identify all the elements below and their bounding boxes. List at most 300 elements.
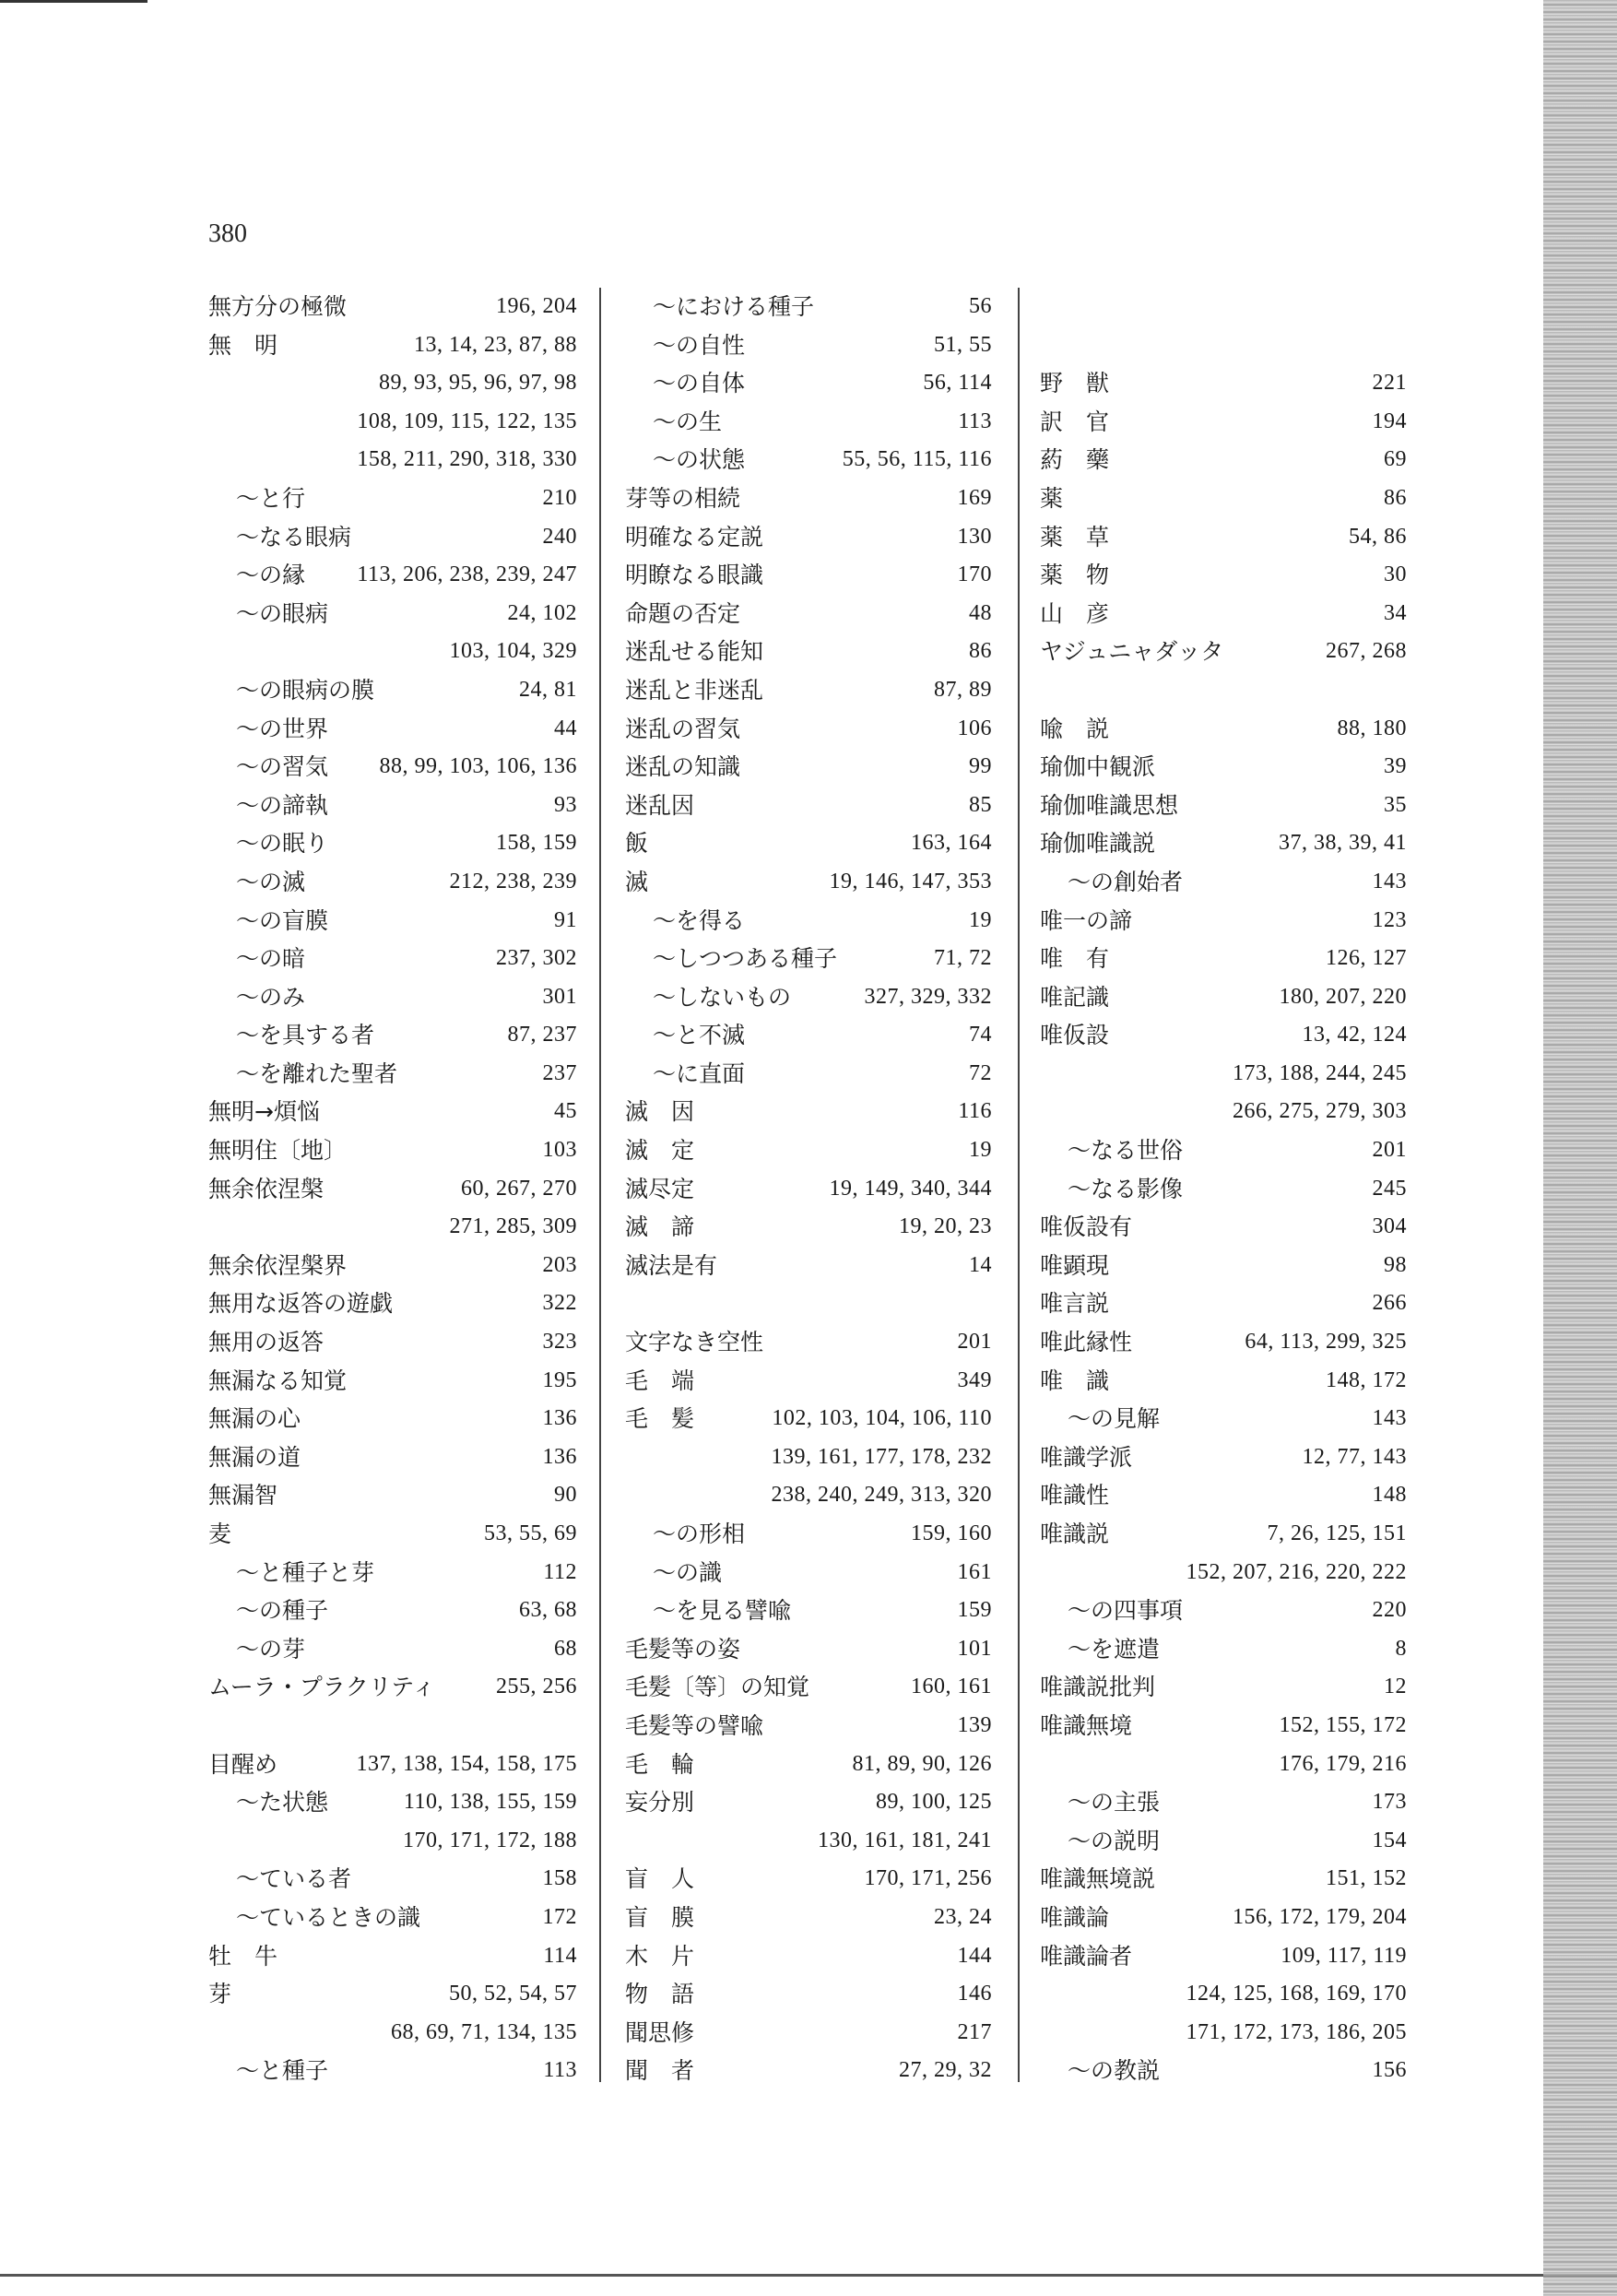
index-entry: [625, 633, 992, 671]
index-term: 無漏の心: [208, 1405, 301, 1433]
index-pages: 114: [543, 1943, 577, 1968]
index-entry: [1040, 1093, 1407, 1131]
index-pages: 301: [542, 984, 577, 1009]
index-entry: [1040, 1438, 1407, 1477]
index-pages: 113: [543, 2058, 577, 2083]
index-entry: [208, 748, 577, 787]
index-entry: [1040, 288, 1407, 326]
index-entry: [1040, 1630, 1407, 1669]
index-term: 唯識性: [1040, 1482, 1110, 1509]
index-term: 〜の説明: [1068, 1827, 1161, 1854]
index-entry: [625, 364, 992, 403]
index-pages: 266: [1372, 1291, 1407, 1316]
index-pages: 158, 211, 290, 318, 330: [357, 447, 577, 472]
index-entry: [208, 1476, 577, 1515]
index-term: 〜しないもの: [653, 983, 792, 1011]
index-term: 〜の種子: [236, 1597, 329, 1625]
index-pages: 54, 86: [1349, 524, 1407, 549]
index-entry: [625, 787, 992, 825]
index-entry: [1040, 403, 1407, 442]
index-entry: [1040, 748, 1407, 787]
index-entry: [625, 710, 992, 749]
index-pages: 102, 103, 104, 106, 110: [772, 1406, 992, 1431]
index-entry: [1040, 1975, 1407, 2014]
index-entry: [625, 1668, 992, 1707]
index-entry: [1040, 556, 1407, 595]
index-pages: 171, 172, 173, 186, 205: [1186, 2019, 1407, 2044]
index-entry: [208, 1055, 577, 1094]
index-term: 毛 髪: [625, 1405, 695, 1433]
index-pages: 151, 152: [1326, 1866, 1407, 1891]
index-entry: [1040, 824, 1407, 863]
index-term: 〜の眼病: [236, 599, 329, 627]
index-entry: [208, 441, 577, 479]
index-term: 毛髪等の姿: [625, 1635, 741, 1663]
index-term: 〜の形相: [653, 1521, 746, 1547]
index-entry: [1040, 2052, 1407, 2090]
index-entry: [625, 1630, 992, 1669]
index-term: ムーラ・プラクリティ: [208, 1674, 436, 1701]
index-term: 命題の否定: [625, 599, 741, 627]
index-entry: [625, 1093, 992, 1131]
index-pages: 143: [1372, 1406, 1407, 1431]
index-pages: 144: [957, 1943, 992, 1968]
index-term: 〜のみ: [236, 983, 306, 1011]
index-pages: 237: [542, 1060, 577, 1085]
index-term: 迷乱の習気: [625, 715, 741, 742]
index-entry: [1040, 1284, 1407, 1323]
index-term: 薬: [1040, 484, 1064, 512]
index-entry: [625, 2014, 992, 2053]
index-pages: 210: [542, 485, 577, 510]
index-term: 〜ている者: [236, 1865, 352, 1893]
index-pages: 24, 102: [507, 600, 577, 625]
index-entry: [625, 1554, 992, 1592]
index-pages: 169: [957, 485, 992, 510]
index-term: 妄分別: [625, 1789, 695, 1817]
index-pages: 69: [1384, 447, 1407, 472]
index-term: 唯識学派: [1040, 1443, 1133, 1471]
index-entry: [1040, 1937, 1407, 1976]
index-entry: [625, 863, 992, 902]
index-pages: 201: [957, 1330, 992, 1355]
index-pages: 86: [1384, 485, 1407, 510]
index-entry: [1040, 441, 1407, 479]
index-term: 無明住〔地〕: [208, 1137, 348, 1165]
index-pages: 90: [554, 1483, 577, 1508]
index-term: 〜の世界: [236, 715, 329, 742]
index-pages: 64, 113, 299, 325: [1245, 1330, 1407, 1355]
index-pages: 51, 55: [934, 332, 992, 357]
index-pages: 323: [542, 1330, 577, 1355]
index-pages: 109, 117, 119: [1281, 1943, 1407, 1968]
index-entry: [1040, 1746, 1407, 1784]
index-pages: 152, 207, 216, 220, 222: [1186, 1559, 1407, 1584]
index-term: 迷乱と非迷乱: [625, 676, 764, 704]
index-term: 〜た状態: [236, 1789, 329, 1817]
index-term: 滅尽定: [625, 1175, 695, 1202]
index-pages: 93: [554, 792, 577, 817]
index-term: 迷乱の知識: [625, 753, 741, 781]
index-term: 〜の盲膜: [236, 906, 329, 934]
index-pages: 98: [1384, 1252, 1407, 1277]
index-pages: 13, 42, 124: [1302, 1023, 1407, 1047]
index-term: 〜の自体: [653, 370, 746, 397]
index-pages: 156, 172, 179, 204: [1233, 1904, 1407, 1929]
index-term: 唯一の諦: [1040, 906, 1133, 934]
index-entry: [1040, 595, 1407, 633]
index-entry: [208, 479, 577, 518]
index-entry: [208, 1093, 577, 1131]
index-entry: [625, 326, 992, 365]
index-pages: 271, 285, 309: [449, 1214, 577, 1239]
scan-edge-shadow: [1543, 0, 1617, 2296]
index-term: 〜の生: [653, 408, 723, 435]
index-pages: 172: [542, 1904, 577, 1929]
index-term: 唯 識: [1040, 1367, 1110, 1394]
index-pages: 72: [969, 1060, 992, 1085]
index-term: 〜を得る: [653, 906, 746, 934]
index-term: 聞思修: [625, 2018, 695, 2046]
index-term: 〜を離れた聖者: [236, 1059, 398, 1087]
index-term: 無明→煩悩: [208, 1098, 320, 1126]
index-pages: 240: [542, 524, 577, 549]
index-entry: [625, 1170, 992, 1209]
index-entry: [208, 1860, 577, 1899]
index-term: 毛髪等の譬喩: [625, 1711, 764, 1739]
index-entry: [1040, 1400, 1407, 1438]
index-entry: [208, 1438, 577, 1477]
index-term: 唯識無境: [1040, 1711, 1133, 1739]
index-term: 瑜伽唯識説: [1040, 830, 1156, 858]
index-term: 〜における種子: [653, 293, 815, 320]
index-term: 木 片: [625, 1942, 695, 1970]
index-term: 〜ているときの識: [236, 1903, 421, 1931]
index-term: 〜なる影像: [1068, 1175, 1184, 1202]
index-entry: [208, 1707, 577, 1746]
index-entry: [208, 1592, 577, 1630]
index-entry: [208, 1554, 577, 1592]
index-pages: 7, 26, 125, 151: [1267, 1521, 1407, 1545]
index-pages: 24, 81: [519, 677, 577, 702]
index-entry: [1040, 671, 1407, 710]
index-pages: 130, 161, 181, 241: [818, 1828, 992, 1852]
index-pages: 74: [969, 1023, 992, 1047]
index-entry: [208, 1284, 577, 1323]
index-pages: 45: [554, 1099, 577, 1124]
index-entry: [625, 1247, 992, 1285]
index-term: 唯識論: [1040, 1903, 1110, 1931]
index-entry: [1040, 1707, 1407, 1746]
index-pages: 154: [1372, 1828, 1407, 1852]
index-pages: 81, 89, 90, 126: [852, 1751, 992, 1776]
index-pages: 139, 161, 177, 178, 232: [771, 1444, 992, 1469]
index-term: 唯記識: [1040, 983, 1110, 1011]
index-term: 盲 膜: [625, 1903, 695, 1931]
index-pages: 170, 171, 256: [864, 1866, 992, 1891]
index-entry: [208, 2052, 577, 2090]
index-entry: [208, 671, 577, 710]
index-term: 〜の見解: [1068, 1405, 1161, 1433]
page-number: 380: [208, 219, 247, 248]
index-entry: [625, 1016, 992, 1055]
index-entry: [625, 1055, 992, 1094]
index-term: 無余依涅槃: [208, 1175, 325, 1202]
index-term: 唯識説批判: [1040, 1674, 1156, 1701]
index-pages: 163, 164: [911, 831, 992, 856]
index-pages: 19: [969, 907, 992, 932]
index-entry: [208, 863, 577, 902]
index-entry: [1040, 902, 1407, 941]
index-entry: [1040, 1668, 1407, 1707]
index-pages: 50, 52, 54, 57: [449, 1982, 577, 2006]
index-term: 滅: [625, 868, 649, 895]
index-entry: [625, 1592, 992, 1630]
index-pages: 180, 207, 220: [1279, 984, 1407, 1009]
index-pages: 148: [1372, 1483, 1407, 1508]
index-pages: 112: [543, 1559, 577, 1584]
index-pages: 304: [1372, 1214, 1407, 1239]
index-term: 〜の主張: [1068, 1789, 1161, 1817]
index-term: 〜を見る譬喩: [653, 1597, 792, 1625]
index-entry: [208, 1247, 577, 1285]
index-term: 〜と種子と芽: [236, 1558, 375, 1586]
index-entry: [1040, 863, 1407, 902]
index-pages: 159, 160: [911, 1521, 992, 1545]
index-entry: [625, 1746, 992, 1784]
index-entry: [625, 1362, 992, 1401]
index-pages: 266, 275, 279, 303: [1233, 1099, 1407, 1124]
index-pages: 19, 149, 340, 344: [829, 1176, 992, 1201]
index-pages: 85: [969, 792, 992, 817]
index-entry: [625, 1937, 992, 1976]
index-term: 盲 人: [625, 1865, 695, 1893]
index-term: 〜の習気: [236, 753, 329, 781]
index-term: 訳 官: [1040, 408, 1110, 435]
index-pages: 8: [1395, 1636, 1407, 1661]
index-term: 〜の縁: [236, 562, 306, 589]
index-entry: [208, 1515, 577, 1554]
index-pages: 139: [957, 1712, 992, 1737]
index-pages: 170, 171, 172, 188: [403, 1828, 577, 1852]
index-entry: [1040, 1554, 1407, 1592]
index-term: 〜と行: [236, 484, 306, 512]
index-pages: 35: [1384, 792, 1407, 817]
index-term: ヤジュニャダッタ: [1040, 638, 1224, 666]
index-pages: 238, 240, 249, 313, 320: [771, 1483, 992, 1508]
index-pages: 349: [957, 1367, 992, 1392]
index-term: 唯仮設: [1040, 1022, 1110, 1049]
index-entry: [208, 940, 577, 978]
index-pages: 13, 14, 23, 87, 88: [414, 332, 577, 357]
index-term: 唯識説: [1040, 1521, 1110, 1547]
index-entry: [625, 1323, 992, 1362]
index-pages: 87, 89: [934, 677, 992, 702]
index-entry: [1040, 364, 1407, 403]
index-entry: [625, 441, 992, 479]
index-entry: [208, 1937, 577, 1976]
index-term: 明確なる定説: [625, 523, 764, 550]
index-entry: [208, 1746, 577, 1784]
index-term: 〜なる眼病: [236, 523, 352, 550]
index-term: 山 彦: [1040, 599, 1110, 627]
index-pages: 106: [957, 716, 992, 740]
index-pages: 88, 180: [1337, 716, 1407, 740]
index-term: 〜に直面: [653, 1059, 746, 1087]
index-entry: [625, 556, 992, 595]
index-entry: [625, 1860, 992, 1899]
index-entry: [625, 403, 992, 442]
index-column-1: [208, 288, 577, 2090]
index-entry: [1040, 940, 1407, 978]
index-term: 〜の四事項: [1068, 1597, 1184, 1625]
index-pages: 196, 204: [496, 294, 577, 318]
index-pages: 245: [1372, 1176, 1407, 1201]
index-entry: [625, 1707, 992, 1746]
bottom-edge-rule: [0, 2274, 1617, 2277]
index-term: 薬 物: [1040, 562, 1110, 589]
index-pages: 19, 20, 23: [899, 1214, 992, 1239]
index-entry: [208, 824, 577, 863]
index-pages: 91: [554, 907, 577, 932]
index-entry: [208, 787, 577, 825]
index-entry: [1040, 2014, 1407, 2053]
index-pages: 103, 104, 329: [449, 639, 577, 664]
index-term: 唯言説: [1040, 1290, 1110, 1318]
index-entry: [625, 1438, 992, 1477]
index-pages: 220: [1372, 1598, 1407, 1623]
index-entry: [1040, 1323, 1407, 1362]
index-term: 滅 諦: [625, 1213, 695, 1241]
index-term: 〜の芽: [236, 1635, 306, 1663]
index-entry: [1040, 1476, 1407, 1515]
index-pages: 136: [542, 1444, 577, 1469]
index-pages: 55, 56, 115, 116: [842, 447, 992, 472]
index-pages: 113, 206, 238, 239, 247: [357, 562, 577, 587]
index-pages: 14: [969, 1252, 992, 1277]
index-pages: 39: [1384, 754, 1407, 779]
index-entry: [625, 1822, 992, 1861]
index-pages: 173, 188, 244, 245: [1233, 1060, 1407, 1085]
index-pages: 161: [957, 1559, 992, 1584]
index-term: 無 明: [208, 331, 278, 359]
index-pages: 89, 100, 125: [876, 1790, 992, 1815]
index-term: 〜の暗: [236, 945, 306, 973]
index-term: 毛 端: [625, 1367, 695, 1394]
index-pages: 195: [542, 1367, 577, 1392]
index-pages: 201: [1372, 1138, 1407, 1163]
index-entry: [1040, 1899, 1407, 1937]
index-term: 滅法是有: [625, 1251, 718, 1279]
index-entry: [625, 1400, 992, 1438]
index-term: 〜を具する者: [236, 1022, 375, 1049]
index-entry: [625, 1899, 992, 1937]
index-entry: [208, 518, 577, 557]
index-pages: 108, 109, 115, 122, 135: [357, 408, 577, 433]
index-pages: 327, 329, 332: [864, 984, 992, 1009]
index-term: 毛髪〔等〕の知覚: [625, 1674, 810, 1701]
index-term: 葯 藥: [1040, 446, 1110, 474]
index-term: 文字なき空性: [625, 1329, 764, 1356]
index-entry: [208, 710, 577, 749]
index-pages: 63, 68: [519, 1598, 577, 1623]
index-pages: 60, 267, 270: [461, 1176, 577, 1201]
index-pages: 68: [554, 1636, 577, 1661]
index-term: 麦: [208, 1521, 232, 1547]
index-term: 無漏智: [208, 1482, 278, 1509]
index-term: 喩 説: [1040, 715, 1110, 742]
index-term: 薬 草: [1040, 523, 1110, 550]
index-pages: 143: [1372, 869, 1407, 894]
index-term: 迷乱せる能知: [625, 638, 764, 666]
index-pages: 27, 29, 32: [899, 2058, 992, 2083]
index-pages: 255, 256: [496, 1675, 577, 1699]
index-entry: [625, 1208, 992, 1247]
index-term: 物 語: [625, 1981, 695, 2008]
index-column-3: [1040, 288, 1407, 2090]
index-entry: [1040, 1822, 1407, 1861]
index-entry: [1040, 1131, 1407, 1170]
index-pages: 322: [542, 1291, 577, 1316]
index-entry: [208, 1899, 577, 1937]
index-entry: [625, 1476, 992, 1515]
index-term: 唯此縁性: [1040, 1329, 1133, 1356]
index-entry: [208, 1783, 577, 1822]
index-term: 毛 輪: [625, 1750, 695, 1778]
index-term: 〜の眠り: [236, 830, 329, 858]
index-entry: [625, 1975, 992, 2014]
index-term: 〜と不滅: [653, 1022, 746, 1049]
index-term: 〜の識: [653, 1558, 723, 1586]
index-entry: [625, 902, 992, 941]
index-entry: [625, 940, 992, 978]
index-entry: [625, 1783, 992, 1822]
index-term: 無用な返答の遊戯: [208, 1290, 394, 1318]
index-entry: [208, 1170, 577, 1209]
top-edge-rule: [0, 0, 148, 3]
index-pages: 68, 69, 71, 134, 135: [391, 2019, 577, 2044]
index-entry: [1040, 1247, 1407, 1285]
index-term: 無余依涅槃界: [208, 1251, 348, 1279]
index-entry: [208, 364, 577, 403]
index-entry: [208, 633, 577, 671]
index-entry: [1040, 1170, 1407, 1209]
index-term: 〜の滅: [236, 868, 306, 895]
index-entry: [208, 1400, 577, 1438]
index-term: 〜の創始者: [1068, 868, 1184, 895]
index-term: 〜の状態: [653, 446, 746, 474]
index-term: 聞 者: [625, 2057, 695, 2085]
index-term: 飯: [625, 830, 649, 858]
index-pages: 170: [957, 562, 992, 587]
index-entry: [1040, 1208, 1407, 1247]
index-term: 唯仮設有: [1040, 1213, 1133, 1241]
index-entry: [208, 1323, 577, 1362]
index-pages: 103: [542, 1138, 577, 1163]
index-entry: [208, 595, 577, 633]
index-entry: [625, 479, 992, 518]
index-entry: [208, 1668, 577, 1707]
index-pages: 99: [969, 754, 992, 779]
index-pages: 71, 72: [934, 946, 992, 971]
index-pages: 221: [1372, 371, 1407, 396]
index-entry: [625, 518, 992, 557]
index-pages: 53, 55, 69: [484, 1521, 577, 1545]
index-term: 明瞭なる眼識: [625, 562, 764, 589]
index-pages: 19, 146, 147, 353: [829, 869, 992, 894]
index-pages: 217: [957, 2019, 992, 2044]
index-pages: 48: [969, 600, 992, 625]
